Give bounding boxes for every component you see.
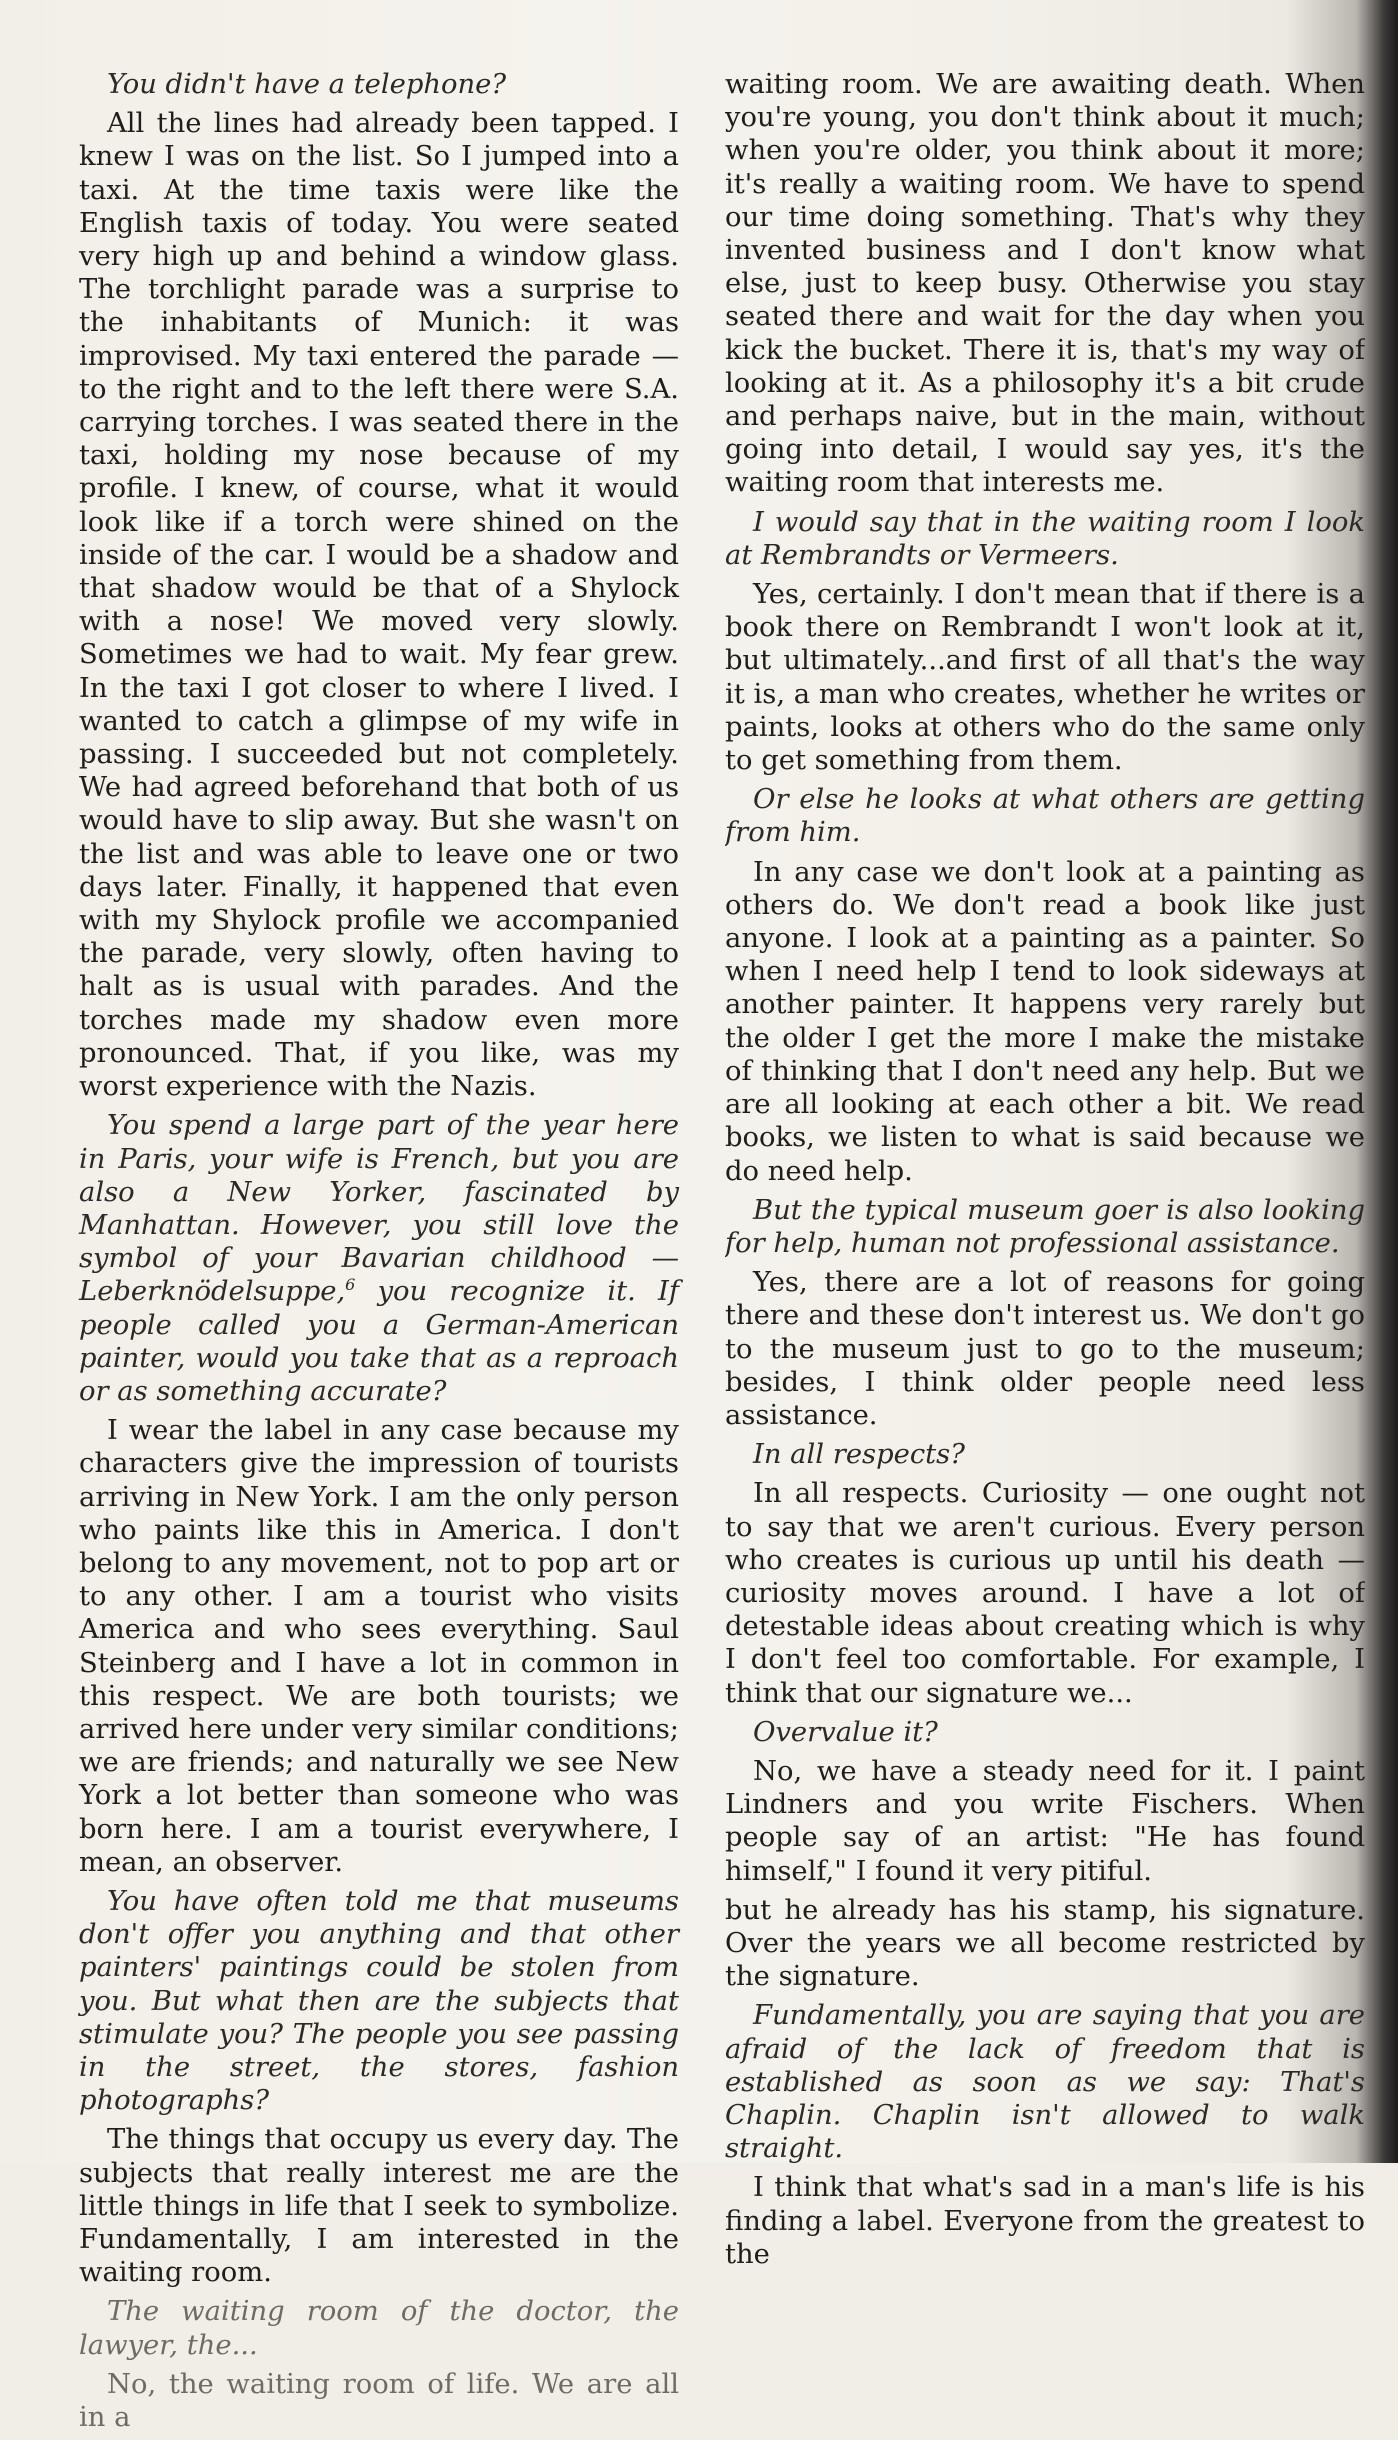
footnote-marker: 6 — [345, 1275, 356, 1295]
question-text: You spend a large part of the year here in Paris, your wife is French, but you are also a New Yorker, fascinated by Manhattan. However, you still love the symbol of your Bavarian childhood — Leberknödelsuppe, — [79, 1110, 679, 1308]
interview-answer: All the lines had already been tapped. I knew I was on the list. So I jumped into a taxi. At the time taxis were like the English taxis of today. You were seated very high up and behind a window glass. The torchlight parade was a surprise to the inhabitants of Munich: it was improvised. My taxi entered the parade — to the right and to the left there were S.A. carrying torches. I was seated there in the taxi, holding my nose because of my profile. I knew, of course, what it would look like if a torch were shined on the inside of the car. I would be a shadow and that shadow would be that of a Shylock with a nose! We moved very slowly. Sometimes we had to wait. My fear grew. In the taxi I got closer to where I lived. I wanted to catch a glimpse of my wife in passing. I succeeded but not completely. We had agreed beforehand that both of us would have to slip away. But she wasn't on the list and was able to leave one or two days later. Finally, it happened that even with my Shylock profile we accompanied the parade, very slowly, often having to halt as is usual with parades. And the torches made my shadow even more pronounced. That, if you like, was my worst experience with the Nazis. — [79, 108, 679, 1103]
left-column — [79, 68, 679, 2440]
interview-question — [79, 1109, 679, 1408]
question-text: you recognize it. If people called you a German-American painter, would you take that as a reproach or as something accurate? — [79, 1276, 679, 1407]
interview-answer: The things that occupy us every day. The subjects that really interest me are the little things in life that I seek to symbolize. Fundamentally, I am interested in the waiting room. — [79, 2124, 679, 2289]
interview-answer: In all respects. Curiosity — one ought not to say that we aren't curious. Every person who creates is curious up until his death — curiosity moves around. I have a lot of detestable ideas about creating which is why I don't feel too comfortable. For example, I think that our signature we... — [725, 1478, 1365, 1709]
interview-answer: Yes, certainly. I don't mean that if there is a book there on Rembrandt I won't look at it, but ultimately...and first of all that's the way it is, a man who creates, whether he writes or paints, looks at others who do the same only to get something from them. — [725, 579, 1365, 777]
interview-question: In all respects? — [753, 1439, 965, 1471]
right-column — [725, 68, 1365, 2277]
interview-question: But the typical museum goer is also looking for help, human not professional assistance. — [725, 1194, 1365, 1259]
interview-question: Or else he looks at what others are getting from him. — [725, 784, 1365, 849]
interview-answer: No, the waiting room of life. We are all in a — [79, 2368, 679, 2434]
interview-answer: but he already has his stamp, his signature. Over the years we all become restricted by the signature. — [725, 1894, 1365, 1993]
interview-question: Fundamentally, you are saying that you are afraid of the lack of freedom that is established as soon as we say: That's Chaplin. Chaplin isn't allowed to walk straight. — [725, 2000, 1365, 2165]
interview-answer: I think that what's sad in a man's life is his finding a label. Everyone from the greatest to the — [725, 2172, 1365, 2270]
interview-question: You have often told me that museums don't offer you anything and that other painters' paintings could be stolen from you. But what then are the subjects that stimulate you? The people you see passing in the street, the stores, fashion photographs? — [79, 1885, 679, 2117]
interview-answer: In any case we don't look at a painting as others do. We don't read a book like just anyone. I look at a painting as a painter. So when I need help I tend to look sideways at another painter. It happens very rarely but the older I get the more I make the mistake of thinking that I don't need any help. But we are all looking at each other a bit. We read books, we listen to what is said because we do need help. — [725, 856, 1365, 1187]
interview-question: I would say that in the waiting room I look at Rembrandts or Vermeers. — [725, 506, 1365, 571]
interview-answer: Yes, there are a lot of reasons for going there and these don't interest us. We don't go to the museum just to go to the museum; besides, I think older people need less assistance. — [725, 1267, 1365, 1431]
interview-answer-continued: waiting room. We are awaiting death. When you're young, you don't think about it much; when you're older, you think about it more; it's really a waiting room. We have to spend our time doing something. That's why they invented business and I don't know what else, just to keep busy. Otherwise you stay seated there and wait for the day when you kick the bucket. There it is, that's my way of looking at it. As a philosophy it's a bit crude and perhaps naive, but in the main, without going into detail, I would say yes, it's the waiting room that interests me. — [725, 69, 1365, 499]
interview-question: You didn't have a telephone? — [107, 69, 507, 100]
interview-answer: No, we have a steady need for it. I paint Lindners and you write Fischers. When people say of an artist: "He has found himself," I found it very pitiful. — [725, 1755, 1365, 1887]
interview-question: The waiting room of the doctor, the lawyer, the... — [79, 2296, 679, 2361]
interview-answer: I wear the label in any case because my characters give the impression of tourists arriving in New York. I am the only person who paints like this in America. I don't belong to any movement, not to pop art or to any other. I am a tourist who visits America and who sees everything. Saul Steinberg and I have a lot in common in this respect. We are both tourists; we arrived here under very similar conditions; we are friends; and naturally we see New York a lot better than someone who was born here. I am a tourist everywhere, I mean, an observer. — [79, 1415, 679, 1878]
interview-question: Overvalue it? — [753, 1716, 938, 1748]
